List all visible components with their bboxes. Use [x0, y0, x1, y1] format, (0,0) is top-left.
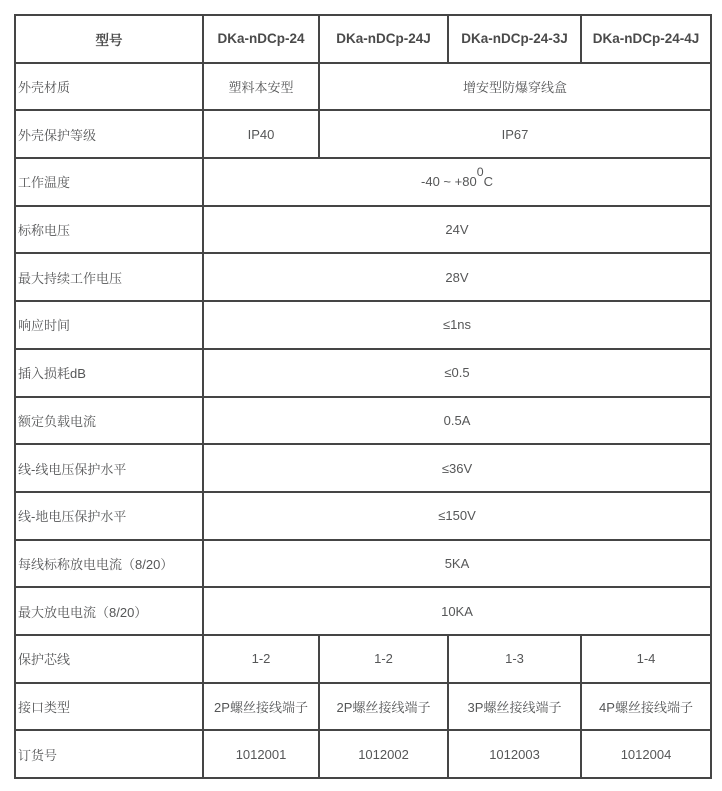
row-protected-cores	[15, 635, 711, 683]
header-model-2: DKa-nDCp-24J	[319, 15, 448, 63]
row-label: 最大持续工作电压	[15, 253, 203, 301]
header-model-label: 型号	[15, 15, 203, 63]
spec-value: 增安型防爆穿线盒	[319, 63, 711, 111]
spec-value: 4P螺丝接线端子	[581, 683, 711, 731]
row-response-time	[15, 301, 711, 349]
spec-value: 24V	[203, 206, 711, 254]
row-temperature	[15, 158, 711, 206]
row-max-continuous-voltage	[15, 253, 711, 301]
spec-value: 1-3	[448, 635, 581, 683]
row-interface-type	[15, 683, 711, 731]
spec-value: 1012002	[319, 730, 448, 778]
spec-value: 0.5A	[203, 397, 711, 445]
row-label: 标称电压	[15, 206, 203, 254]
spec-value: 28V	[203, 253, 711, 301]
spec-value: 2P螺丝接线端子	[203, 683, 319, 731]
spec-table	[14, 14, 712, 779]
spec-value: 塑料本安型	[203, 63, 319, 111]
row-label: 插入损耗dB	[15, 349, 203, 397]
temperature-value-prefix: -40 ~ +80	[421, 174, 477, 190]
spec-value: 1-4	[581, 635, 711, 683]
row-label: 线-线电压保护水平	[15, 444, 203, 492]
spec-value: 1-2	[203, 635, 319, 683]
spec-value: 1-2	[319, 635, 448, 683]
spec-value	[203, 158, 711, 206]
spec-value: 3P螺丝接线端子	[448, 683, 581, 731]
spec-value: IP67	[319, 110, 711, 158]
header-row	[15, 15, 711, 63]
spec-value: 1012003	[448, 730, 581, 778]
temperature-value-suffix: C	[483, 174, 493, 190]
row-label: 外壳材质	[15, 63, 203, 111]
header-model-3: DKa-nDCp-24-3J	[448, 15, 581, 63]
spec-value: 1012001	[203, 730, 319, 778]
spec-value: IP40	[203, 110, 319, 158]
row-nominal-discharge-current	[15, 540, 711, 588]
header-model-4: DKa-nDCp-24-4J	[581, 15, 711, 63]
row-label: 最大放电电流（8/20）	[15, 587, 203, 635]
row-label: 外壳保护等级	[15, 110, 203, 158]
row-ip-rating	[15, 110, 711, 158]
row-label: 订货号	[15, 730, 203, 778]
row-nominal-voltage	[15, 206, 711, 254]
row-max-discharge-current	[15, 587, 711, 635]
row-rated-load-current	[15, 397, 711, 445]
spec-value: ≤150V	[203, 492, 711, 540]
temperature-superscript: 0	[476, 164, 484, 179]
row-label: 接口类型	[15, 683, 203, 731]
row-line-line-protection	[15, 444, 711, 492]
spec-value: ≤1ns	[203, 301, 711, 349]
row-order-number	[15, 730, 711, 778]
row-insertion-loss	[15, 349, 711, 397]
spec-value: ≤0.5	[203, 349, 711, 397]
row-label: 线-地电压保护水平	[15, 492, 203, 540]
row-label: 保护芯线	[15, 635, 203, 683]
spec-value: 1012004	[581, 730, 711, 778]
header-model-1: DKa-nDCp-24	[203, 15, 319, 63]
row-label: 额定负载电流	[15, 397, 203, 445]
spec-value: 5KA	[203, 540, 711, 588]
spec-value: ≤36V	[203, 444, 711, 492]
row-label: 每线标称放电电流（8/20）	[15, 540, 203, 588]
spec-value: 2P螺丝接线端子	[319, 683, 448, 731]
row-label: 工作温度	[15, 158, 203, 206]
row-label: 响应时间	[15, 301, 203, 349]
row-line-ground-protection	[15, 492, 711, 540]
spec-value: 10KA	[203, 587, 711, 635]
row-material	[15, 63, 711, 111]
